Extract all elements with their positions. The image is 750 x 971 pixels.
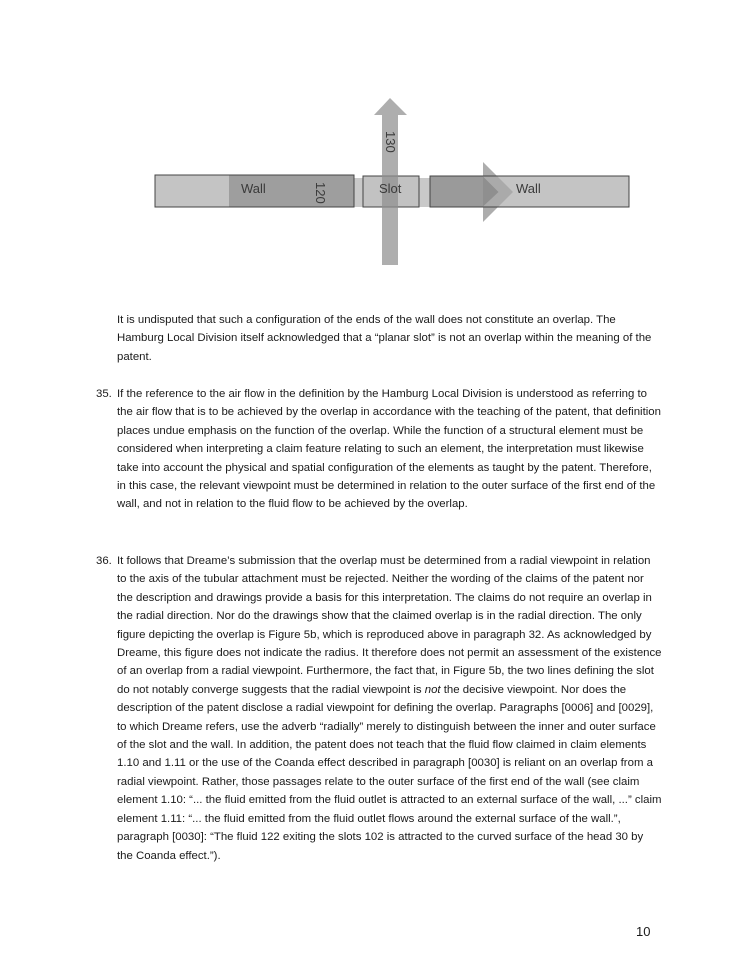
paragraph-number: 36. <box>96 555 112 567</box>
intro-text: It is undisputed that such a configuration of the ends of the wall does not constitute an overlap. The Hamburg Local Division itself acknowledged that a “planar slot” is not an overlap within the meaning of the patent. <box>117 314 652 363</box>
emphasis-not: not <box>424 683 441 696</box>
paragraph-35-text: If the reference to the air flow in the definition by the Hamburg Local Division is understood as referring to the air flow that is to be achieved by the overlap in accordance with the teaching of the patent, that definition places undue emphasis on the function of the overlap. While the function of a structural element must be considered when interpreting a claim feature relating to such an element, the interpretation must likewise take into account the physical and spatial configuration of the elements as taught by the patent. Therefore, in this case, the relevant viewpoint must be determined in relation to the outer surface of the first end of the wall, and not in relation to the fluid flow to be achieved by the overlap. <box>117 388 661 511</box>
page-number: 10 <box>636 924 651 939</box>
paragraph-36 <box>96 552 662 865</box>
right-wall-label: Wall <box>516 181 541 196</box>
slot-label: Slot <box>379 181 402 196</box>
ref-130-label: 130 <box>383 131 398 153</box>
paragraph-36-text-part2: the decisive viewpoint. Nor does the description of the patent disclose a radial viewpoint for defining the overlap. Paragraphs [0006] and [0029], to which Dreame refers, use the adverb “radially” merely to distinguish between the inner and outer surface of the slot and the wall. In addition, the patent does not teach that the fluid flow claimed in claim elements 1.10 and 1.11 or the use of the Coanda effect described in paragraph [0030] is reliant on an overlap from a radial viewpoint. Rather, those passages relate to the outer surface of the first end of the wall (see claim element 1.10: “... the fluid emitted from the fluid outlet is attracted to an external surface of the wall, ...” claim element 1.11: “... the fluid emitted from the fluid outlet flows around the external surface of the wall.”, paragraph [0030]: “The fluid 122 exiting the slots 102 is attracted to the curved surface of the head 30 by the Coanda effect.”). <box>117 683 662 862</box>
paragraph-number: 35. <box>96 388 112 400</box>
intro-paragraph <box>117 311 662 366</box>
figure-5b-diagram <box>0 0 750 290</box>
diagram-svg <box>0 0 750 290</box>
paragraph-36-text <box>117 552 662 865</box>
left-wall-label: Wall <box>241 181 266 196</box>
paragraph-36-text-part1: It follows that Dreame’s submission that the overlap must be determined from a radial viewpoint in relation to the axis of the tubular attachment must be rejected. Neither the wording of the claims of the patent nor the description and drawings provide a basis for this interpretation. The claims do not require an overlap in the radial direction. Nor do the drawings show that the claimed overlap is in the radial direction. The only figure depicting the overlap is Figure 5b, which is reproduced above in paragraph 32. As acknowledged by Dreame, this figure does not indicate the radius. It therefore does not permit an assessment of the existence of an overlap from a radial viewpoint. Furthermore, the fact that, in Figure 5b, the two lines defining the slot do not notably converge suggests that the radial viewpoint is <box>117 555 662 696</box>
paragraph-35 <box>96 385 662 514</box>
ref-120-label: 120 <box>313 182 328 204</box>
